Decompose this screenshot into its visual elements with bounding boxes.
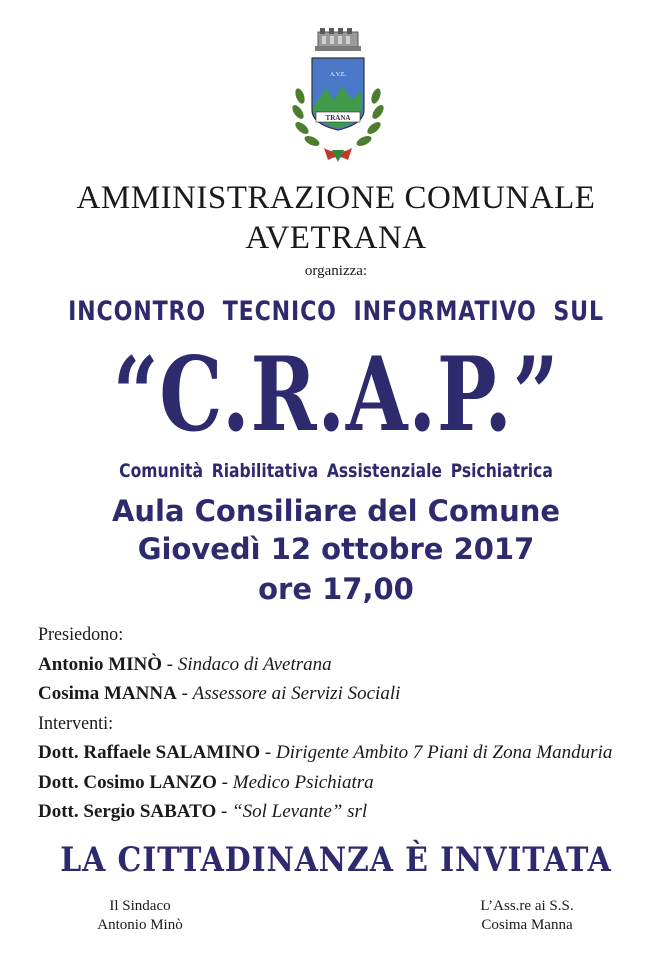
signature-left <box>70 897 210 935</box>
talk-item: Dott. Cosimo LANZO - Medico Psichiatra <box>38 771 374 793</box>
signature-right <box>452 897 602 935</box>
event-acronym: “C.R.A.P.” <box>112 335 560 455</box>
chairs-label: Presiedono: <box>38 624 124 645</box>
talk-item: Dott. Raffaele SALAMINO - Dirigente Ambito 7 Piani di Zona Manduria <box>38 742 613 763</box>
event-venue: Aula Consiliare del Comune <box>111 494 561 528</box>
organizer-label: organizza: <box>304 263 368 279</box>
crest-bottom-text: TRANA <box>325 114 351 122</box>
signature-left-title: Il Sindaco <box>109 898 171 914</box>
event-time: ore 17,00 <box>258 572 414 606</box>
speakers-list <box>38 620 668 827</box>
signature-right-title: L’Ass.re ai S.S. <box>480 898 574 914</box>
chair-role: Assessore ai Servizi Sociali <box>192 683 401 704</box>
talks-label: Interventi: <box>38 712 114 734</box>
event-title: INCONTRO TECNICO INFORMATIVO SUL <box>68 296 604 327</box>
chair-role: Sindaco di Avetrana <box>177 653 332 675</box>
speaker-name: Dott. Sergio SABATO <box>38 801 217 822</box>
speaker-role: Medico Psichiatra <box>232 771 374 793</box>
chair-name: Antonio MINÒ <box>38 653 163 675</box>
speaker-name: Dott. Raffaele SALAMINO <box>38 742 261 763</box>
speaker-role: Dirigente Ambito 7 Piani di Zona Manduria <box>275 742 613 763</box>
acronym-expansion: Comunità Riabilitativa Assistenziale Psichiatrica <box>119 460 553 482</box>
event-date: Giovedì 12 ottobre 2017 <box>137 532 535 566</box>
signature-right-name: Cosima Manna <box>481 917 573 933</box>
talk-item: Dott. Sergio SABATO - “Sol Levante” srl <box>38 801 368 822</box>
admin-line-2: AVETRANA <box>245 220 427 256</box>
avetrana-crest-logo <box>288 26 388 168</box>
invitation-banner: LA CITTADINANZA È INVITATA <box>60 840 612 880</box>
speaker-role: “Sol Levante” srl <box>232 801 368 822</box>
chair-item: Antonio MINÒ - Sindaco di Avetrana <box>38 653 332 675</box>
chair-item: Cosima MANNA - Assessore ai Servizi Sociali <box>38 683 401 704</box>
chair-name: Cosima MANNA <box>38 683 177 704</box>
crest-top-text: A.V.E. <box>329 72 347 78</box>
admin-line-1: AMMINISTRAZIONE COMUNALE <box>76 180 596 216</box>
signature-left-name: Antonio Minò <box>97 917 183 933</box>
speaker-name: Dott. Cosimo LANZO <box>38 771 217 793</box>
